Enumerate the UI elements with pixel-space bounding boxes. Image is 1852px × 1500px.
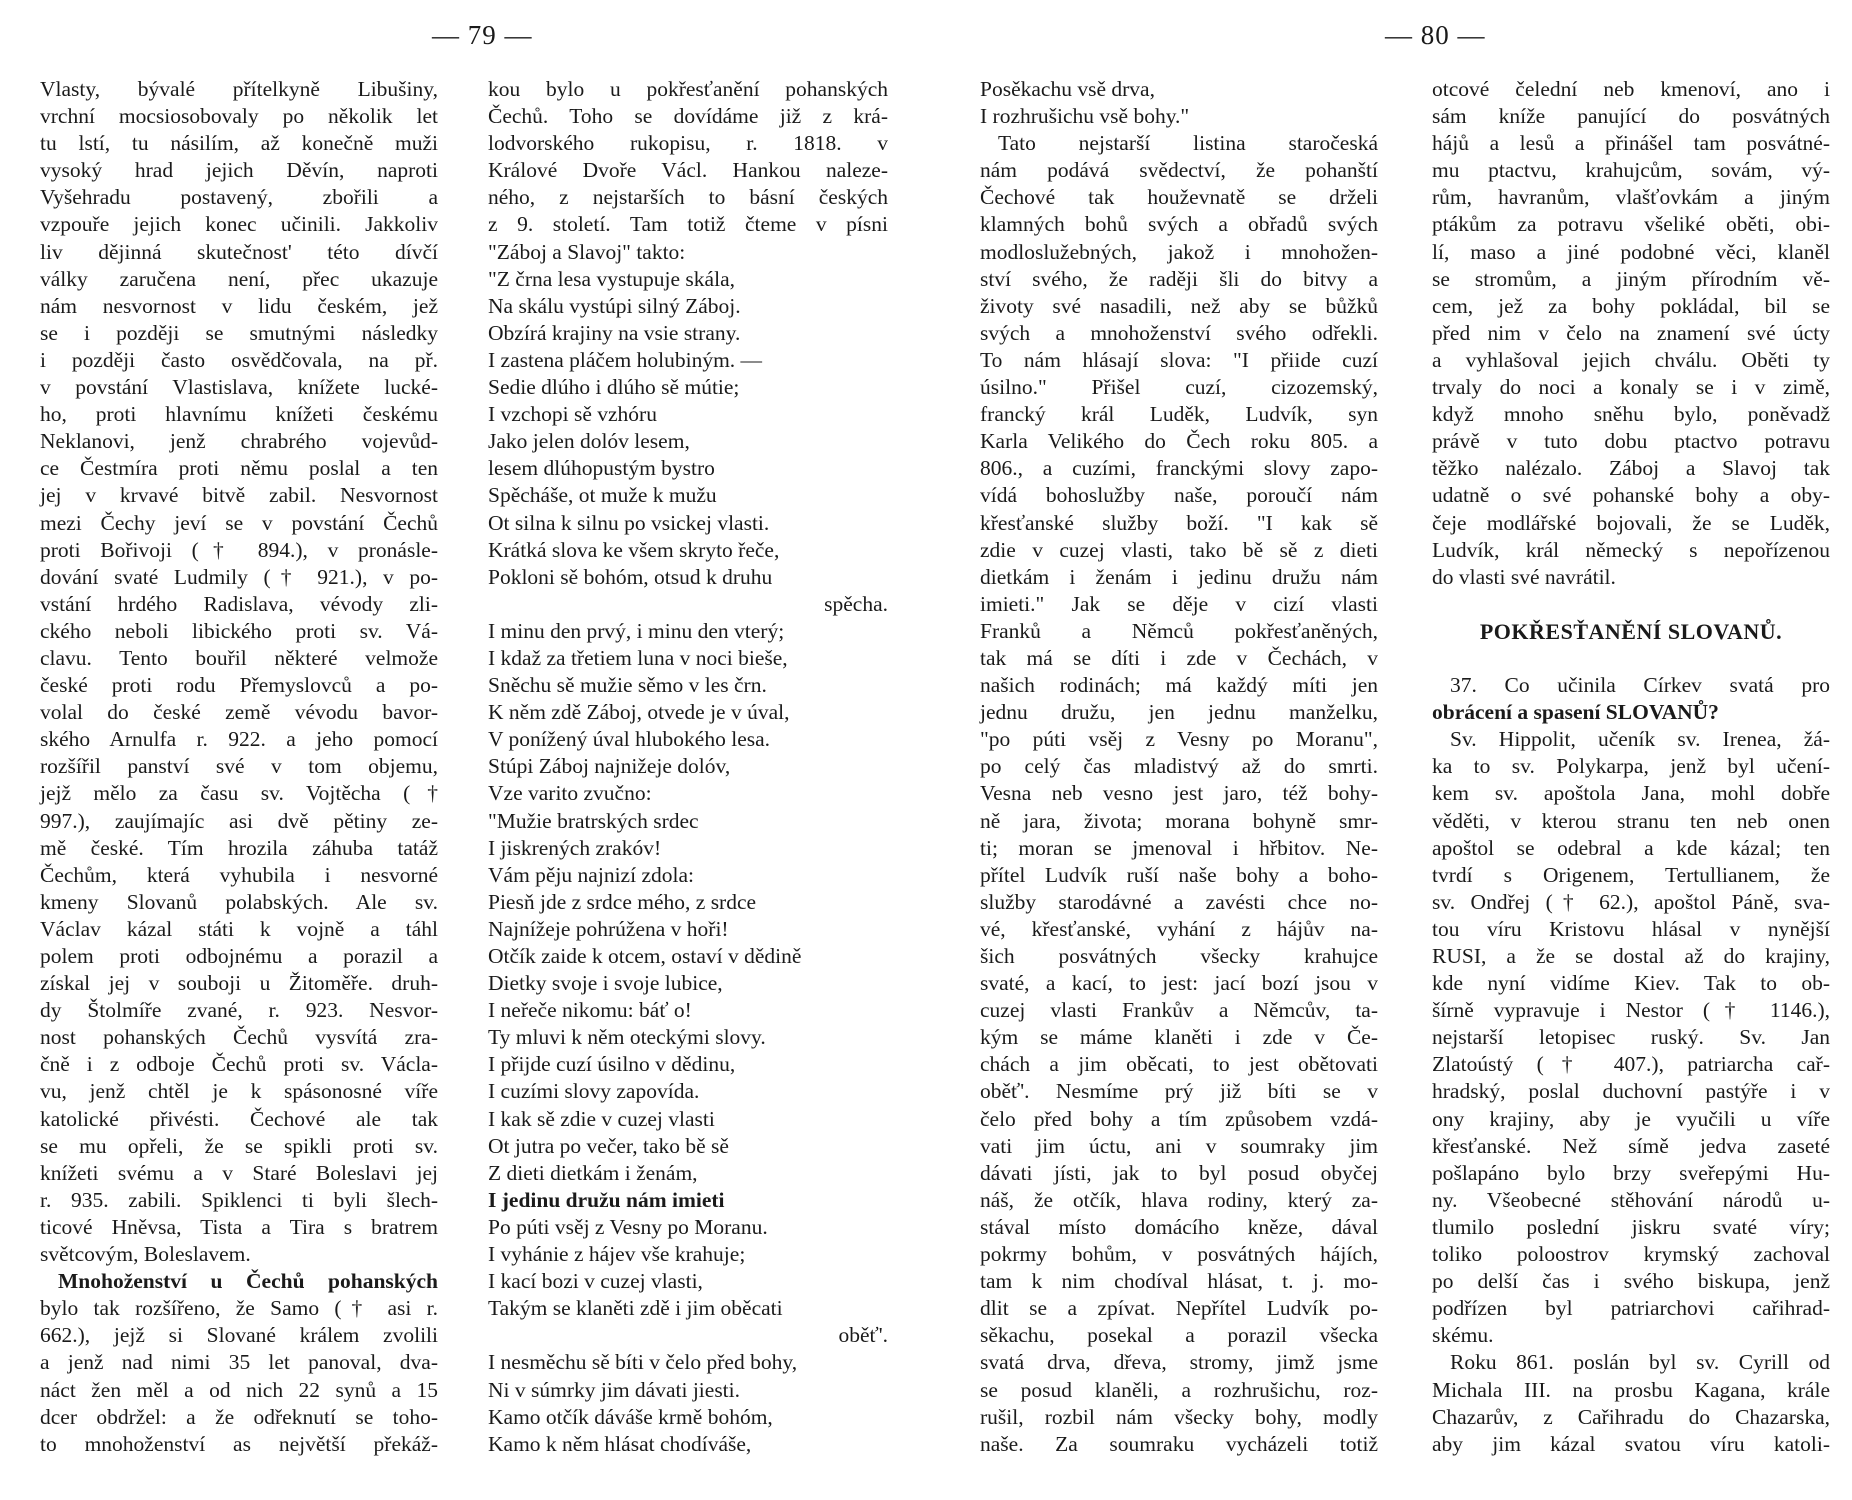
text-line: před nim v čelo na znamení své úcty xyxy=(1432,320,1830,345)
text-line: 806., a cuzími, franckými slovy zapo- xyxy=(980,456,1378,481)
verse-line: Ni v súmrky jim dávati jiesti. xyxy=(488,1377,741,1402)
text-line: kde nyní vidíme Kiev. Tak to ob- xyxy=(1432,971,1830,996)
verse-line: K něm zdě Záboj, otvede je v úval, xyxy=(488,700,790,725)
text-line: se mu opřeli, že se spikli proti sv. xyxy=(40,1133,438,1158)
text-line: To nám hlásají slova: "I přiide cuzí xyxy=(980,347,1378,372)
verse-line: Spěcháše, ot muže k mužu xyxy=(488,483,717,508)
text-line: zdie v cuzej vlasti, tako bě sě z dieti xyxy=(980,537,1378,562)
text-line: stával místo domácího kněze, dával xyxy=(980,1214,1378,1239)
text-line: 662.), jejž si Slované králem zvolili xyxy=(40,1323,438,1348)
verse-line: I kak sě zdie v cuzej vlasti xyxy=(488,1106,715,1131)
text-line: imieti." Jak se děje v cizí vlasti xyxy=(980,591,1378,616)
text-line: vrchní mocsiosobovaly po několik let xyxy=(40,104,438,129)
right-page-column-2 xyxy=(1432,76,1830,1458)
text-line: pokrmy bohům, v posvátných hájích, xyxy=(980,1242,1378,1267)
text-line: proti Bořivoji († 894.), v pronásle- xyxy=(40,537,438,562)
text-line: náct žen měl a od nich 22 synů a 15 xyxy=(40,1377,438,1402)
text-line: klamných bohů svých a obřadů svých xyxy=(980,212,1378,237)
text-line: ce Čestmíra proti němu poslal a ten xyxy=(40,456,438,481)
text-line: vati jim úctu, ani v soumraky jim xyxy=(980,1133,1378,1158)
verse-line: spěcha. xyxy=(824,591,888,616)
text-line: vstání hrdého Radislava, vévody zli- xyxy=(40,591,438,616)
text-line: polem proti odbojnému a porazil a xyxy=(40,944,438,968)
text-line: skému. xyxy=(1432,1323,1494,1348)
verse-line: Kamo otčík dáváše krmě bohóm, xyxy=(488,1404,773,1429)
text-line: Tato nejstarší listina staročeská xyxy=(998,131,1378,156)
text-line: ství svého, že raději šli do bitvy a xyxy=(980,266,1378,291)
question-line: 37. Co učinila Církev svatá pro xyxy=(1450,673,1830,698)
verse-line: Najnížeje pohrúžena v hoři! xyxy=(488,916,729,941)
text-line: podřízen byl patriarchovi cařihrad- xyxy=(1432,1296,1830,1321)
text-line: se posud klaněli, a rozhrušichu, roz- xyxy=(980,1377,1378,1402)
text-line: dování svaté Ludmily († 921.), v po- xyxy=(40,564,438,589)
text-line: vu, jenž chtěl je k spásonosné víře xyxy=(40,1079,438,1104)
verse-line: V ponížený úval hlubokého lesa. xyxy=(488,727,771,752)
text-line: našich rodinách; má každý míti jen xyxy=(980,673,1378,698)
page-number-right: — 80 — xyxy=(1385,20,1486,50)
text-line: po delší čas i svého biskupa, jenž xyxy=(1432,1269,1830,1294)
verse-line: "Z črna lesa vystupuje skála, xyxy=(488,266,735,291)
text-line: trvaly do noci a konaly se i v zimě, xyxy=(1432,375,1830,400)
verse-line: I jiskrených zrakóv! xyxy=(488,835,662,860)
text-line: Čechů. Toho se dovídáme již z krá- xyxy=(488,104,888,129)
text-line: toliko poloostrov krymský zachoval xyxy=(1432,1242,1830,1267)
text-line: svých a mnohoženství svého odřekli. xyxy=(980,320,1378,345)
text-line: "po púti vsěj z Vesny po Moranu", xyxy=(980,727,1378,752)
text-line: Franků a Němců pokřesťaněných, xyxy=(980,618,1378,643)
text-line: nost pohanských Čechů vysvítá zra- xyxy=(40,1025,438,1050)
verse-line: Po púti vsěj z Vesny po Moranu. xyxy=(488,1214,768,1239)
text-line: katolické přivésti. Čechové ale tak xyxy=(40,1106,438,1131)
text-line: rům, havranům, vlašťovkám a jiným xyxy=(1432,185,1830,210)
verse-line: I kdaž za třetiem luna v noci bieše, xyxy=(488,645,788,670)
text-line: právě v tuto dobu ptactvo potravu xyxy=(1432,429,1830,454)
text-line: RUSI, a že se dostal až do krajiny, xyxy=(1432,944,1830,968)
text-line: apoštol se odebral a kde kázal; ten xyxy=(1432,835,1830,860)
text-line: životy své nasadili, než aby se bůžků xyxy=(980,293,1378,318)
text-line: cem, jež za bohy pokládal, bil se xyxy=(1432,293,1830,318)
text-line: Čechům, která vyhubila i nesvorné xyxy=(40,862,438,887)
verse-line: I neřeče nikomu: báť o! xyxy=(488,998,692,1023)
verse-line: Na skálu vystúpi silný Záboj. xyxy=(488,293,741,318)
text-line: šírně vypravuje i Nestor († 1146.), xyxy=(1432,998,1830,1023)
text-line: Čechové tak houževnatě se drželi xyxy=(980,185,1378,210)
verse-line: Ot silna k silnu po vsickej vlasti. xyxy=(488,510,770,535)
text-line: ny. Všeobecné stěhování národů u- xyxy=(1432,1187,1830,1212)
text-line: Ludvík, král německý s nepořízenou xyxy=(1432,537,1830,562)
verse-line: I přijde cuzí úsilno v dědinu, xyxy=(488,1052,736,1077)
text-line: lí, maso a jiné podobné věci, klaněl xyxy=(1432,239,1830,264)
verse-line: oběť'. xyxy=(838,1323,888,1348)
text-line: když mnoho sněhu bylo, poněvadž xyxy=(1432,402,1830,427)
text-line: a vyhlašoval jejich chválu. Oběti ty xyxy=(1432,347,1830,372)
text-line: 997.), zaujímajíc asi dvě pětiny ze- xyxy=(40,808,438,833)
text-line: české proti rodu Přemyslovců a po- xyxy=(40,673,438,698)
text-line: války zaručena není, přec ukazuje xyxy=(40,266,438,291)
verse-line: Otčík zaide k otcem, ostaví v dědině xyxy=(488,944,802,968)
text-line: ti; moran se jmenoval i hřbitov. Ne- xyxy=(980,835,1378,860)
text-line: kým se máme klaněti i zde v Če- xyxy=(980,1025,1378,1050)
verse-line: lesem dlúhopustým bystro xyxy=(488,456,715,481)
text-line: Zlatoústý († 407.), patriarcha cař- xyxy=(1432,1052,1830,1077)
text-line: rozšířil panství své v tom objemu, xyxy=(40,754,438,779)
verse-line: I minu den prvý, i minu den vterý; xyxy=(488,618,785,643)
verse-line: Ty mluvi k něm oteckými slovy. xyxy=(488,1025,766,1050)
text-line: z 9. století. Tam totiž čteme v písni xyxy=(488,212,888,237)
text-line: světcovým, Boleslavem. xyxy=(40,1242,251,1267)
page-number-left: — 79 — xyxy=(432,20,533,50)
text-line: Roku 861. poslán byl sv. Cyrill od xyxy=(1450,1350,1830,1375)
verse-line: Pokloni sě bohóm, otsud k druhu xyxy=(488,564,773,589)
text-line: tu lstí, tu násilím, až konečně muži xyxy=(40,131,438,156)
text-line: tlumilo poslední jiskru svaté víry; xyxy=(1432,1214,1830,1239)
text-line: hájů a lesů a přinášel tam posvátné- xyxy=(1432,131,1830,156)
verse-line: Kamo k něm hlásat chodíváše, xyxy=(488,1431,752,1456)
text-line: čně i z odboje Čechů proti sv. Václa- xyxy=(40,1052,438,1077)
text-line: dlit se a zpívat. Nepřítel Ludvík po- xyxy=(980,1296,1378,1321)
text-line: čelo před bohy a tím způsobem vzdá- xyxy=(980,1106,1378,1131)
verse-line: Vám pěju najnizí zdola: xyxy=(488,862,694,887)
verse-line: Jako jelen dolóv lesem, xyxy=(488,429,690,454)
verse-line: I vzchopi sě vzhóru xyxy=(488,402,657,427)
verse-line: I jedinu družu nám imieti xyxy=(488,1187,725,1212)
text-line: nám nesvornost v lidu českém, jež xyxy=(40,293,438,318)
text-line: i později často osvědčovala, na př. xyxy=(40,347,438,372)
text-line: Karla Velikého do Čech roku 805. a xyxy=(980,429,1378,454)
text-line: clavu. Tento bouřil některé velmože xyxy=(40,645,438,670)
text-line: modloslužebných, jakož i mnohožen- xyxy=(980,239,1378,264)
verse-line: Z dieti dietkám i ženám, xyxy=(488,1160,698,1185)
text-line: jejž mělo za času sv. Vojtěcha († xyxy=(40,781,438,806)
question-line: obrácení a spasení SLOVANŮ? xyxy=(1432,700,1719,725)
verse-line: Ot jutra po večer, tako bě sě xyxy=(488,1133,729,1158)
verse-line: I rozhrušichu vsě bohy." xyxy=(980,104,1190,129)
text-line: dávati jísti, jak to byl posud obyčej xyxy=(980,1160,1378,1185)
text-line: vzpouře jejich konec učinili. Jakkoliv xyxy=(40,212,438,237)
spacer xyxy=(1432,591,1830,618)
verse-line: I cuzími slovy zapovída. xyxy=(488,1079,700,1104)
text-line: šich posvátných všecky krahujce xyxy=(980,944,1378,968)
text-line: kem sv. apoštola Jana, mohl dobře xyxy=(1432,781,1830,806)
text-line: se i později se smutnými následky xyxy=(40,320,438,345)
text-line: získal jej v souboji u Žitoměře. druh- xyxy=(40,971,438,996)
text-line: Sv. Hippolit, učeník sv. Irenea, žá- xyxy=(1450,727,1830,752)
verse-line: Piesň jde z srdce mého, z srdce xyxy=(488,889,757,914)
text-line: kou bylo u pokřesťanění pohanských xyxy=(488,77,888,101)
left-page-column-1 xyxy=(40,76,438,1458)
text-line: kmeny Slovanů polabských. Ale sv. xyxy=(40,889,438,914)
text-line: Králové Dvoře Václ. Hankou naleze- xyxy=(488,158,888,183)
text-line: v povstání Vlastislava, knížete lucké- xyxy=(40,375,438,400)
text-line: Vesna neb vesno jest jaro, též bohy- xyxy=(980,781,1378,806)
text-line: volal do české země vévodu bavor- xyxy=(40,700,438,725)
text-line: tam k nim chodíval hlásat, t. j. mo- xyxy=(980,1269,1378,1294)
text-line: dietkám i ženám i jedinu družu nám xyxy=(980,564,1378,589)
text-line: sv. Ondřej († 62.), apoštol Páně, sva- xyxy=(1432,889,1830,914)
text-line: Neklanovi, jenž chrabrého vojevůd- xyxy=(40,429,438,454)
text-line: dcer obdržel: a že odřeknutí se toho- xyxy=(40,1404,438,1429)
text-line: oběť'. Nesmíme prý již bíti se v xyxy=(980,1079,1378,1104)
verse-line: Sněchu sě mužie sěmo v les črn. xyxy=(488,673,767,698)
verse-line: Krátká slova ke všem skryto řeče, xyxy=(488,537,780,562)
text-line: mu ptactvu, krahujcům, sovám, vý- xyxy=(1432,158,1830,183)
verse-line: Takým se klaněti zdě i jim oběcati xyxy=(488,1296,783,1321)
text-line: a jenž nad nimi 35 let panoval, dva- xyxy=(40,1350,438,1375)
text-line: se stromům, a jiným přírodním vě- xyxy=(1432,266,1830,291)
text-line: lodvorského rukopisu, r. 1818. v xyxy=(488,131,888,156)
text-line: cuzej vlasti Frankův a Němcův, ta- xyxy=(980,998,1378,1023)
verse-line: I vyhánie z hájev vše krahuje; xyxy=(488,1242,746,1267)
text-line: bylo tak rozšířeno, že Samo († asi r. xyxy=(40,1296,438,1321)
spacer xyxy=(1432,645,1830,672)
text-line: těžko nalézalo. Záboj a Slavoj tak xyxy=(1432,456,1830,481)
text-line: po celý čas mladistvý až do smrti. xyxy=(980,754,1378,779)
text-line: křesťanské. Než símě jedva zaseté xyxy=(1432,1133,1830,1158)
text-line: to mnohoženství as největší překáž- xyxy=(40,1431,438,1456)
text-line: Václav kázal státi k vojně a táhl xyxy=(40,916,438,941)
text-line: ského Arnulfa r. 922. a jeho pomocí xyxy=(40,727,438,752)
text-line: křesťanské služby boží. "I kak sě xyxy=(980,510,1378,535)
verse-line: Stúpi Záboj najnižeje dolóv, xyxy=(488,754,731,779)
text-line: přítel Ludvík ruší naše bohy a boho- xyxy=(980,862,1378,887)
text-line: rušil, rozbil nám všecky bohy, modly xyxy=(980,1404,1378,1429)
verse-line: I nesměchu sě bíti v čelo před bohy, xyxy=(488,1350,798,1375)
text-line: tvrdí s Origenem, Tertullianem, že xyxy=(1432,862,1830,887)
text-line: pošlapáno bylo brzy sveřepými Hu- xyxy=(1432,1160,1830,1185)
verse-line: I zastena pláčem holubiným. — xyxy=(488,347,763,372)
text-line: knížeti svému a v Staré Boleslavi jej xyxy=(40,1160,438,1185)
left-page-column-2 xyxy=(488,76,888,1458)
text-line: služby starodávné a zavésti chce no- xyxy=(980,889,1378,914)
text-line: francký král Luděk, Ludvík, syn xyxy=(980,402,1378,427)
text-line: udatně o své pohanské bohy a oby- xyxy=(1432,483,1830,508)
text-line: Vlasty, bývalé přítelkyně Libušiny, xyxy=(40,77,438,101)
right-page-column-1 xyxy=(980,76,1378,1458)
text-line: ckého neboli libického proti sv. Vá- xyxy=(40,618,438,643)
text-line: náš, že otčík, hlava rodiny, který za- xyxy=(980,1187,1378,1212)
text-line: mezi Čechy jeví se v povstání Čechů xyxy=(40,510,438,535)
verse-line: Obzírá krajiny na vsie strany. xyxy=(488,320,741,345)
text-line: vé, křesťanské, vyhání z hájův na- xyxy=(980,916,1378,941)
verse-line: Posěkachu vsě drva, xyxy=(980,77,1155,101)
text-line: svatá drva, dřeva, stromy, jimž jsme xyxy=(980,1350,1378,1375)
text-line: naše. Za soumraku vycházeli totiž xyxy=(980,1431,1378,1456)
section-heading: POKŘESŤANĚNÍ SLOVANŮ. xyxy=(1479,618,1783,644)
text-line: aby jim kázal svatou víru katoli- xyxy=(1432,1431,1830,1456)
text-line: ptákům za potravu všeliké oběti, obi- xyxy=(1432,212,1830,237)
text-line: Michala III. na prosbu Kagana, krále xyxy=(1432,1377,1830,1402)
text-line: ně jara, života; morana bohyně smr- xyxy=(980,808,1378,833)
text-line: tou víru Kristovu hlásal v nynější xyxy=(1432,916,1830,941)
text-line: dy Štolmíře zvané, r. 923. Nesvor- xyxy=(40,998,438,1023)
verse-line: Vze varito zvučno: xyxy=(488,781,652,806)
text-line: Chazarův, z Cařihradu do Chazarska, xyxy=(1432,1404,1830,1429)
text-line: jednu družu, jen jednu manželku, xyxy=(980,700,1378,725)
text-line: ticové Hněvsa, Tista a Tira s bratrem xyxy=(40,1214,438,1239)
text-line: otcové čelední neb kmenoví, ano i xyxy=(1432,77,1830,101)
text-line: ho, proti hlavnímu knížeti českému xyxy=(40,402,438,427)
text-line: svaté, a kací, to jest: jací bozí jsou v xyxy=(980,971,1378,996)
text-line: "Záboj a Slavoj" takto: xyxy=(488,239,686,264)
text-line: mě české. Tím hrozila záhuba tatáž xyxy=(40,835,438,860)
text-line: jej v krvavé bitvě zabil. Nesvornost xyxy=(40,483,438,508)
text-line: nejstarší letopisec ruský. Sv. Jan xyxy=(1432,1025,1830,1050)
text-line: sěkachu, posekal a porazil všecka xyxy=(980,1323,1378,1348)
text-line: sám kníže panující do posvátných xyxy=(1432,104,1830,129)
text-line: liv dějinná skutečnost' této dívčí xyxy=(40,239,438,264)
text-line: chách a jim oběcati, to jest obětovati xyxy=(980,1052,1378,1077)
text-line: tak má se díti i zde v Čechách, v xyxy=(980,645,1378,670)
text-line: do vlasti své navrátil. xyxy=(1432,564,1616,589)
text-line: úsilno." Přišel cuzí, cizozemský, xyxy=(980,375,1378,400)
text-line: vysoký hrad jejich Děvín, naproti xyxy=(40,158,438,183)
text-line: Mnohoženství u Čechů pohanských xyxy=(58,1269,438,1294)
text-line: vídá bohoslužby naše, poroučí nám xyxy=(980,483,1378,508)
verse-line: Sedie dlúho i dlúho sě mútie; xyxy=(488,375,740,400)
text-line: ného, z nejstarších to básní českých xyxy=(488,185,888,210)
text-line: hradský, poslal duchovní pastýře i v xyxy=(1432,1079,1830,1104)
text-line: věděti, v kterou stranu ten neb onen xyxy=(1432,808,1830,833)
verse-line: "Mužie bratrských srdec xyxy=(488,808,699,833)
text-line: ka to sv. Polykarpa, jenž byl učení- xyxy=(1432,754,1830,779)
text-line: čeje modlářské bojovali, že se Luděk, xyxy=(1432,510,1830,535)
verse-line: Dietky svoje i svoje lubice, xyxy=(488,971,723,996)
verse-line: I kací bozi v cuzej vlasti, xyxy=(488,1269,703,1294)
text-line: Vyšehradu postavený, zbořili a xyxy=(40,185,438,210)
text-line: ony krajiny, aby je vyučili u víře xyxy=(1432,1106,1830,1131)
text-line: r. 935. zabili. Spiklenci ti byli šlech- xyxy=(40,1187,438,1212)
text-line: nám podává svědectví, že pohanští xyxy=(980,158,1378,183)
